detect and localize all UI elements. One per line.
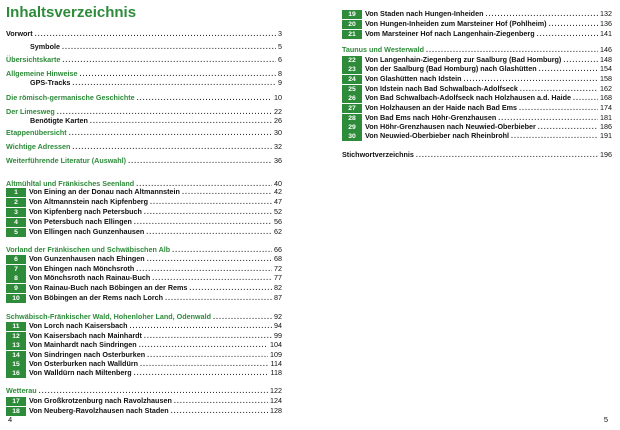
dot-leader — [147, 254, 272, 264]
toc-section-heading — [6, 55, 282, 65]
toc-entry-label: Von der Saalburg (Bad Homburg) nach Glashütten — [365, 64, 537, 73]
route-number-badge: 23 — [342, 65, 362, 74]
dot-leader — [137, 93, 272, 103]
route-number-badge: 26 — [342, 94, 362, 103]
toc-entry-label: Von Böbingen an der Rems nach Lorch — [29, 293, 164, 302]
toc-page-number: 186 — [600, 122, 612, 131]
route-number-badge: 10 — [6, 294, 26, 303]
toc-entry-label: Von Bad Schwalbach-Adolfseck nach Holzhausen a.d. Haide — [365, 93, 571, 102]
toc-route-entry — [6, 207, 282, 217]
toc-entry-label: Symbole — [30, 42, 60, 51]
toc-page-number: 30 — [274, 128, 282, 137]
dot-leader — [464, 74, 598, 84]
route-number-badge: 25 — [342, 85, 362, 94]
toc-entry-label: Von Glashütten nach Idstein — [365, 74, 462, 83]
toc-page-number: 128 — [270, 406, 282, 415]
toc-entry-label: Von Gunzenhausen nach Ehingen — [29, 254, 145, 263]
toc-page-number: 5 — [278, 42, 282, 51]
route-number-badge: 20 — [342, 20, 362, 29]
page-number-right: 5 — [603, 415, 608, 424]
dot-leader — [549, 19, 598, 29]
route-number-badge: 15 — [6, 360, 26, 369]
toc-entry-label: Vom Marsteiner Hof nach Langenhain-Ziegenberg — [365, 29, 535, 38]
toc-route-entry — [342, 131, 612, 141]
toc-page-number: 124 — [270, 396, 282, 405]
route-number-badge: 14 — [6, 351, 26, 360]
toc-entry-label: Von Großkrotzenburg nach Ravolzhausen — [29, 396, 172, 405]
toc-section-heading — [6, 156, 282, 166]
toc-entry-label: Von Ellingen nach Gunzenhausen — [29, 227, 145, 236]
route-number-badge: 2 — [6, 198, 26, 207]
toc-entry-label: Von Höhr-Grenzhausen nach Neuwied-Oberbieber — [365, 122, 536, 131]
toc-page-number: 99 — [274, 331, 282, 340]
toc-entry-label: Von Osterburken nach Walldürn — [29, 359, 139, 368]
route-number-badge: 18 — [6, 407, 26, 416]
toc-entry-label: Allgemeine Hinweise — [6, 69, 78, 78]
dot-leader — [62, 42, 276, 52]
toc-page-number: 52 — [274, 207, 282, 216]
dot-leader — [189, 283, 272, 293]
toc-page-number: 191 — [600, 131, 612, 140]
dot-leader — [174, 396, 268, 406]
toc-entry-label: Taunus und Westerwald — [342, 45, 424, 54]
toc-page-number: 6 — [278, 55, 282, 64]
toc-route-entry — [342, 29, 612, 39]
route-number-badge: 6 — [6, 255, 26, 264]
route-number-badge: 12 — [6, 332, 26, 341]
dot-leader — [39, 386, 268, 396]
dot-leader — [144, 207, 272, 217]
toc-route-entry — [6, 368, 282, 378]
toc-entry — [30, 78, 282, 88]
toc-entry-label: Von Langenhain-Ziegenberg zur Saalburg (Bad Homburg) — [365, 55, 562, 64]
toc-entry-label: Von Mönchsroth nach Rainau-Buch — [29, 273, 151, 282]
toc-entry-label: Der Limesweg — [6, 107, 55, 116]
route-number-badge: 29 — [342, 123, 362, 132]
dot-leader — [72, 78, 276, 88]
toc-page-number: 92 — [274, 312, 282, 321]
toc-entry-label: Von Lorch nach Kaisersbach — [29, 321, 128, 330]
route-number-badge: 17 — [6, 397, 26, 406]
toc-entry-label: Von Kaisersbach nach Mainhardt — [29, 331, 142, 340]
toc-page-number: 66 — [274, 245, 282, 254]
toc-entry-label: Von Ehingen nach Mönchsroth — [29, 264, 135, 273]
dot-leader — [573, 93, 598, 103]
toc-entry-label: Von Altmannstein nach Kipfenberg — [29, 197, 148, 206]
toc-entry-label: Stichwortverzeichnis — [342, 150, 414, 159]
toc-route-entry — [342, 9, 612, 19]
route-number-badge: 13 — [6, 341, 26, 350]
route-number-badge: 1 — [6, 188, 26, 197]
dot-leader — [90, 116, 272, 126]
dot-leader — [416, 150, 598, 160]
toc-entry — [30, 42, 282, 52]
toc-route-entry — [342, 19, 612, 29]
toc-page-number: 162 — [600, 84, 612, 93]
route-number-badge: 16 — [6, 369, 26, 378]
toc-entry-label: Von Walldürn nach Miltenberg — [29, 368, 132, 377]
toc-page-number: 118 — [270, 368, 282, 377]
toc-entry-label: Von Neuberg-Ravolzhausen nach Staden — [29, 406, 169, 415]
toc-page-number: 148 — [600, 55, 612, 64]
toc-route-entry — [6, 273, 282, 283]
toc-route-entry — [6, 340, 282, 350]
dot-leader — [35, 29, 276, 39]
toc-page-number: 3 — [278, 29, 282, 38]
dot-leader — [171, 406, 268, 416]
route-number-badge: 7 — [6, 265, 26, 274]
toc-entry-label: Von Petersbuch nach Ellingen — [29, 217, 132, 226]
toc-page-number: 114 — [270, 359, 282, 368]
toc-page-number: 82 — [274, 283, 282, 292]
toc-entry-label: Benötigte Karten — [30, 116, 88, 125]
toc-route-entry — [342, 93, 612, 103]
toc-page-number: 136 — [600, 19, 612, 28]
route-number-badge: 21 — [342, 30, 362, 39]
toc-page-number: 154 — [600, 64, 612, 73]
toc-page-number: 196 — [600, 150, 612, 159]
toc-page-number: 87 — [274, 293, 282, 302]
dot-leader — [519, 103, 598, 113]
toc-route-entry — [6, 293, 282, 303]
dot-leader — [511, 131, 598, 141]
dot-leader — [485, 9, 598, 19]
route-number-badge: 22 — [342, 56, 362, 65]
toc-page-number: 26 — [274, 116, 282, 125]
toc-entry-label: Von Staden nach Hungen-Inheiden — [365, 9, 484, 18]
right-page — [310, 0, 620, 430]
dot-leader — [130, 321, 272, 331]
toc-entry-label: Schwäbisch-Fränkischer Wald, Hohenloher Land, Odenwald — [6, 312, 212, 321]
toc-route-entry — [6, 396, 282, 406]
toc-page-number: 104 — [270, 340, 282, 349]
toc-entry-label: Weiterführende Literatur (Auswahl) — [6, 156, 127, 165]
dot-leader — [139, 340, 268, 350]
toc-entry-label: Die römisch-germanische Geschichte — [6, 93, 135, 102]
toc-page-number: 168 — [600, 93, 612, 102]
route-number-badge: 19 — [342, 10, 362, 19]
toc-page-number: 141 — [600, 29, 612, 38]
toc-entry-label: Von Bad Ems nach Höhr-Grenzhausen — [365, 113, 497, 122]
dot-leader — [165, 293, 272, 303]
toc-page-number: 22 — [274, 107, 282, 116]
toc-entry-label: Von Sindringen nach Osterburken — [29, 350, 146, 359]
toc-page-number: 72 — [274, 264, 282, 273]
toc-entry-label: Wichtige Adressen — [6, 142, 71, 151]
route-number-badge: 28 — [342, 114, 362, 123]
page-title: Inhaltsverzeichnis — [6, 4, 137, 21]
toc-route-entry — [342, 64, 612, 74]
toc-page-number: 146 — [600, 45, 612, 54]
toc-entry-label: GPS-Tracks — [30, 78, 71, 87]
toc-page-number: 40 — [274, 179, 282, 188]
dot-leader — [72, 142, 272, 152]
toc-entry-label: Wetterau — [6, 386, 37, 395]
toc-page-number: 36 — [274, 156, 282, 165]
page-number-left: 4 — [8, 415, 13, 424]
toc-route-entry — [6, 217, 282, 227]
toc-entry — [30, 116, 282, 126]
toc-entry-label: Von Idstein nach Bad Schwalbach-Adolfseck — [365, 84, 518, 93]
route-number-badge: 27 — [342, 104, 362, 113]
toc-section-heading — [6, 128, 282, 138]
route-number-badge: 3 — [6, 208, 26, 217]
toc-section-heading — [342, 45, 612, 55]
dot-leader — [134, 217, 272, 227]
dot-leader — [426, 45, 598, 55]
toc-route-entry — [6, 197, 282, 207]
dot-leader — [146, 227, 272, 237]
toc-page-number: 122 — [270, 386, 282, 395]
toc-route-entry — [6, 227, 282, 237]
toc-page-number: 158 — [600, 74, 612, 83]
toc-page-number: 62 — [274, 227, 282, 236]
toc-route-entry — [6, 187, 282, 197]
dot-leader — [69, 128, 272, 138]
toc-route-entry — [6, 406, 282, 416]
toc-entry-label: Von Rainau-Buch nach Böbingen an der Rems — [29, 283, 188, 292]
toc-page-number: 109 — [270, 350, 282, 359]
toc-section-heading — [6, 386, 282, 396]
route-number-badge: 8 — [6, 274, 26, 283]
toc-route-entry — [6, 254, 282, 264]
toc-route-entry — [342, 74, 612, 84]
toc-entry-label: Von Hungen-Inheiden zum Marsteiner Hof (Pohlheim) — [365, 19, 547, 28]
toc-entry — [6, 29, 282, 39]
dot-leader — [128, 156, 272, 166]
toc-page-number: 181 — [600, 113, 612, 122]
toc-entry — [342, 150, 612, 160]
toc-entry-label: Übersichtskarte — [6, 55, 61, 64]
dot-leader — [134, 368, 269, 378]
toc-entry-label: Vorwort — [6, 29, 33, 38]
dot-leader — [150, 197, 272, 207]
toc-page-number: 132 — [600, 9, 612, 18]
toc-page-number: 42 — [274, 187, 282, 196]
dot-leader — [152, 273, 272, 283]
toc-entry-label: Etappenübersicht — [6, 128, 67, 137]
route-number-badge: 30 — [342, 132, 362, 141]
toc-entry-label: Vorland der Fränkischen und Schwäbischen Alb — [6, 245, 171, 254]
toc-entry-label: Von Mainhardt nach Sindringen — [29, 340, 137, 349]
toc-page-number: 10 — [274, 93, 282, 102]
toc-page-number: 68 — [274, 254, 282, 263]
toc-route-entry — [6, 283, 282, 293]
toc-route-entry — [6, 321, 282, 331]
toc-entry-label: Von Holzhausen an der Haide nach Bad Ems — [365, 103, 518, 112]
route-number-badge: 4 — [6, 218, 26, 227]
toc-section-heading — [6, 93, 282, 103]
route-number-badge: 5 — [6, 228, 26, 237]
route-number-badge: 9 — [6, 284, 26, 293]
route-number-badge: 24 — [342, 75, 362, 84]
toc-page-number: 32 — [274, 142, 282, 151]
dot-leader — [62, 55, 276, 65]
toc-page-number: 9 — [278, 78, 282, 87]
toc-page-number: 56 — [274, 217, 282, 226]
dot-leader — [539, 64, 598, 74]
toc-page-number: 47 — [274, 197, 282, 206]
toc-entry-label: Von Eining an der Donau nach Altmannstein — [29, 187, 180, 196]
toc-page-number: 94 — [274, 321, 282, 330]
toc-route-entry — [342, 103, 612, 113]
dot-leader — [182, 187, 272, 197]
toc-page-number: 8 — [278, 69, 282, 78]
toc-entry-label: Altmühltal und Fränkisches Seenland — [6, 179, 135, 188]
toc-section-heading — [6, 142, 282, 152]
dot-leader — [537, 29, 598, 39]
toc-page-number: 174 — [600, 103, 612, 112]
route-number-badge: 11 — [6, 322, 26, 331]
toc-page-number: 77 — [274, 273, 282, 282]
toc-entry-label: Von Neuwied-Oberbieber nach Rheinbrohl — [365, 131, 510, 140]
toc-entry-label: Von Kipfenberg nach Petersbuch — [29, 207, 142, 216]
